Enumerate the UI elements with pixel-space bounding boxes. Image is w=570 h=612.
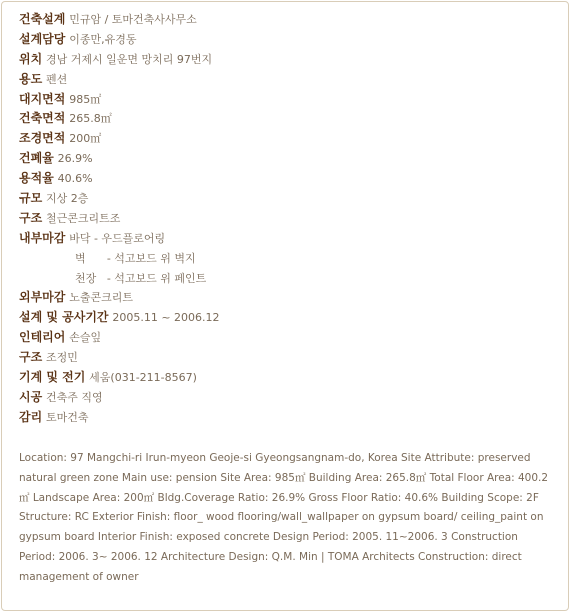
spec-value: 지상 2층 xyxy=(46,192,89,206)
spec-row-interior-finish xyxy=(19,229,220,249)
spec-label: 시공 xyxy=(19,389,43,404)
spec-row-mechanical-electrical xyxy=(19,368,220,388)
spec-row-exterior-finish xyxy=(19,288,220,308)
spec-row-architect xyxy=(19,10,220,30)
spec-value: 토마건축 xyxy=(46,410,89,424)
spec-value: - 석고보드 위 벽지 xyxy=(106,251,196,265)
spec-label: 구조 xyxy=(19,210,43,225)
spec-value: 26.9% xyxy=(57,152,93,166)
spec-list xyxy=(19,10,220,428)
spec-sub-label: 천장 xyxy=(75,271,97,285)
spec-label: 용적율 xyxy=(19,171,54,186)
spec-value: 건축주 직영 xyxy=(46,390,103,404)
spec-label: 내부마감 xyxy=(19,230,66,245)
spec-label: 구조 xyxy=(19,350,43,365)
spec-value: 200㎡ xyxy=(69,132,102,146)
spec-row-location xyxy=(19,50,220,70)
spec-row-supervision xyxy=(19,408,220,428)
spec-label: 외부마감 xyxy=(19,290,66,305)
spec-subrow-wall xyxy=(19,249,220,269)
spec-sub-label: 벽 xyxy=(75,251,86,265)
spec-label: 감리 xyxy=(19,409,43,424)
spec-value: 이종만,유경동 xyxy=(69,32,137,46)
spec-row-design-team xyxy=(19,30,220,50)
spec-label: 설계담당 xyxy=(19,31,66,46)
spec-value: 2005.11 ~ 2006.12 xyxy=(112,311,220,325)
spec-value: 철근콘크리트조 xyxy=(46,211,121,225)
spec-label: 건폐율 xyxy=(19,151,54,166)
english-description: Location: 97 Mangchi-ri Irun-myeon Geoje-si Gyeongsangnam-do, Korea Site Attribute: preserved natural green zone Main use: pension Site Area: 985㎡ Building Area: 265.8㎡ Total Floor Area: 400.2㎡ Landscape Area: 200㎡ Bldg.Coverage Ratio: 26.9% Gross Floor Ratio: 40.6% Building Scope: 2F Structure: RC Exterior Finish: floor_ wood flooring/wall_wallpaper on gypsum board/ ceiling_paint on gypsum board Interior Finish: exposed concrete Design Period: 2005. 11~2006. 3 Construction Period: 2006. 3~ 2006. 12 Architecture Design: Q.M. Min | TOMA Architects Construction: direct management of owner xyxy=(19,452,549,583)
spec-value: 985㎡ xyxy=(69,92,102,106)
spec-value: 민규암 / 토마건축사사무소 xyxy=(69,13,197,26)
spec-row-construction xyxy=(19,388,220,408)
spec-label: 조경면적 xyxy=(19,131,66,146)
spec-row-scale xyxy=(19,189,220,209)
spec-label: 기계 및 전기 xyxy=(19,370,86,385)
spec-row-period xyxy=(19,308,220,328)
spec-value: 265.8㎡ xyxy=(69,112,112,126)
spec-value: 펜션 xyxy=(46,72,68,86)
spec-value: 조정민 xyxy=(46,351,78,365)
spec-row-floor-ratio xyxy=(19,169,220,189)
spec-row-structure xyxy=(19,209,220,229)
spec-subrow-ceiling xyxy=(19,269,220,289)
spec-row-site-area xyxy=(19,90,220,110)
spec-value: - 석고보드 위 페인트 xyxy=(106,271,207,285)
content-panel xyxy=(1,1,569,611)
spec-label: 설계 및 공사기간 xyxy=(19,310,109,325)
spec-label: 대지면적 xyxy=(19,91,66,106)
spec-value: 세움(031-211-8567) xyxy=(89,371,197,385)
spec-label: 건축면적 xyxy=(19,111,66,126)
spec-label: 인테리어 xyxy=(19,330,66,345)
spec-value: 40.6% xyxy=(57,172,93,186)
spec-value: 손슬잎 xyxy=(69,331,102,345)
spec-row-building-area xyxy=(19,109,220,129)
spec-label: 건축설계 xyxy=(19,12,66,26)
spec-row-landscape-area xyxy=(19,129,220,149)
spec-label: 위치 xyxy=(19,51,43,66)
spec-label: 규모 xyxy=(19,191,43,206)
spec-row-interior xyxy=(19,328,220,348)
spec-value: 경남 거제시 일운면 망치리 97번지 xyxy=(46,52,213,66)
spec-value: 노출콘크리트 xyxy=(69,291,133,305)
spec-row-coverage-ratio xyxy=(19,149,220,169)
spec-value: 바닥 - 우드플로어링 xyxy=(69,231,166,245)
spec-row-use xyxy=(19,70,220,90)
spec-label: 용도 xyxy=(19,71,43,86)
spec-row-structural-engineer xyxy=(19,348,220,368)
